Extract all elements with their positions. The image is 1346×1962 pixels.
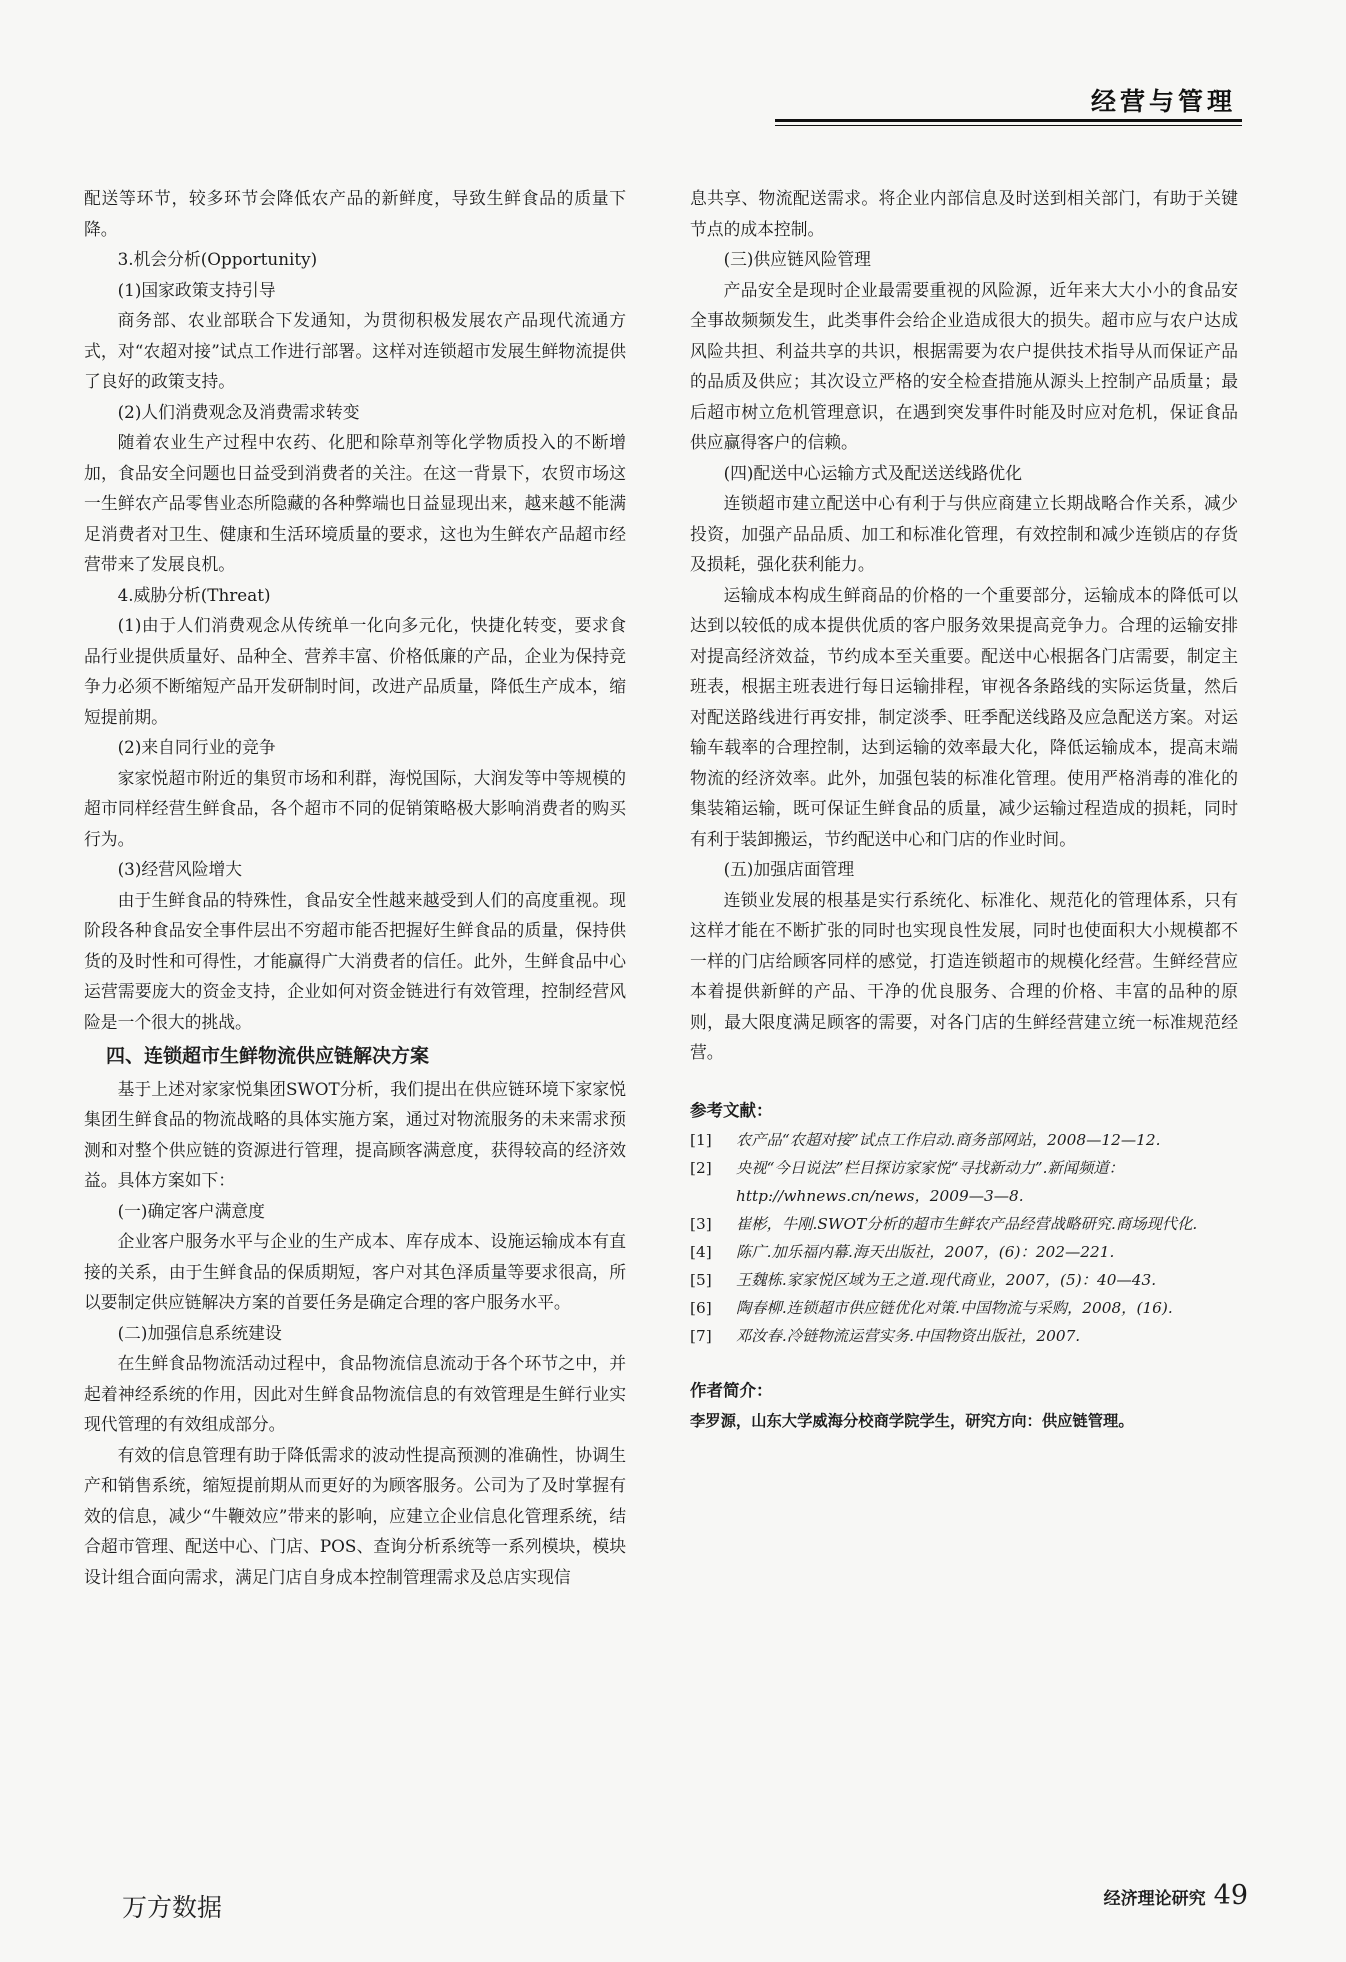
left-column [84, 183, 626, 1592]
reference-item: [5] 王魏栋.家家悦区域为王之道.现代商业，2007，(5)：40—43. [690, 1271, 1157, 1289]
subheading: (三)供应链风险管理 [723, 249, 871, 269]
author-title: 作者简介： [690, 1381, 773, 1400]
subheading: 3.机会分析(Opportunity) [117, 249, 318, 269]
paragraph: 产品安全是现时企业最需要重视的风险源，近年来大大小小的食品安全事故频频发生，此类事件会给企业造成很大的损失。超市应与农户达成风险共担、利益共享的共识，根据需要为农户提供技术指导从而保证产品的品质及供应；其次设立严格的安全检查措施从源头上控制产品质量；最后超市树立危机管理意识，在遇到突发事件时能及时应对危机，保证食品供应赢得客户的信赖。 [690, 279, 1238, 452]
subheading: (1)国家政策支持引导 [117, 279, 276, 300]
paragraph: 基于上述对家家悦集团SWOT分析，我们提出在供应链环境下家家悦集团生鲜食品的物流战略的具体实施方案，通过对物流服务的未来需求预测和对整个供应链的资源进行管理，提高顾客满意度，获得较高的经济效益。具体方案如下： [84, 1078, 626, 1190]
paragraph: 配送等环节，较多环节会降低农产品的新鲜度，导致生鲜食品的质量下降。 [84, 188, 626, 239]
paragraph: 运输成本构成生鲜商品的价格的一个重要部分，运输成本的降低可以达到以较低的成本提供优质的客户服务效果提高竞争力。合理的运输安排对提高经济效益，节约成本至关重要。配送中心根据各门店需要，制定主班表，根据主班表进行每日运输排程，审视各条路线的实际运货量，然后对配送路线进行再安排，制定淡季、旺季配送线路及应急配送方案。对运输车载率的合理控制，达到运输的效率最大化，降低运输成本，提高末端物流的经济效率。此外，加强包装的标准化管理。使用严格消毒的准化的集装箱运输，既可保证生鲜食品的质量，减少运输过程造成的损耗，同时有利于装卸搬运，节约配送中心和门店的作业时间。 [690, 584, 1238, 849]
journal-name: 经济理论研究 [1103, 1889, 1206, 1909]
paragraph: 由于生鲜食品的特殊性，食品安全性越来越受到人们的高度重视。现阶段各种食品安全事件层出不穷超市能否把握好生鲜食品的质量，保持供货的及时性和可得性，才能赢得广大消费者的信任。此外，生鲜食品中心运营需要庞大的资金支持，企业如何对资金链进行有效管理，控制经营风险是一个很大的挑战。 [84, 889, 626, 1032]
page-number: 49 [1213, 1880, 1248, 1911]
subheading: (3)经营风险增大 [117, 859, 243, 879]
paragraph: 有效的信息管理有助于降低需求的波动性提高预测的准确性，协调生产和销售系统，缩短提前期从而更好的为顾客服务。公司为了及时掌握有效的信息，减少“牛鞭效应”带来的影响，应建立企业信息化管理系统，结合超市管理、配送中心、门店、POS、查询分析系统等一系列模块，模块设计组合面向需求，满足门店自身成本控制管理需求及总店实现信 [84, 1444, 626, 1587]
author-bio: 李罗源，山东大学威海分校商学院学生，研究方向：供应链管理。 [690, 1411, 1134, 1430]
page-footer [1104, 1880, 1248, 1911]
section-header [775, 82, 1242, 132]
paragraph: (1)由于人们消费观念从传统单一化向多元化，快捷化转变，要求食品行业提供质量好、品种全、营养丰富、价格低廉的产品，企业为保持竞争力必须不断缩短产品开发研制时间，改进产品质量，降低生产成本，缩短提前期。 [84, 615, 626, 727]
subheading: (二)加强信息系统建设 [117, 1322, 282, 1343]
subheading: (2)来自同行业的竞争 [117, 737, 276, 757]
paragraph: 随着农业生产过程中农药、化肥和除草剂等化学物质投入的不断增加，食品安全问题也日益受到消费者的关注。在这一背景下，农贸市场这一生鲜农产品零售业态所隐藏的各种弊端也日益显现出来，越来越不能满足消费者对卫生、健康和生活环境质量的要求，这也为生鲜农产品超市经营带来了发展良机。 [84, 432, 626, 574]
section-heading: 四、连锁超市生鲜物流供应链解决方案 [106, 1045, 430, 1067]
paragraph: 商务部、农业部联合下发通知，为贯彻积极发展农产品现代流通方式，对“农超对接”试点工作进行部署。这样对连锁超市发展生鲜物流提供了良好的政策支持。 [84, 310, 626, 391]
right-column [690, 183, 1238, 1435]
paragraph: 企业客户服务水平与企业的生产成本、库存成本、设施运输成本有直接的关系，由于生鲜食品的保质期短，客户对其色泽质量等要求很高，所以要制定供应链解决方案的首要任务是确定合理的客户服务水平。 [84, 1231, 626, 1312]
reference-item: [2] 央视“今日说法”栏目探访家家悦“寻找新动力”.新闻频道：http://whnews.cn/news，2009—3—8. [690, 1159, 1124, 1205]
reference-item: [6] 陶春柳.连锁超市供应链优化对策.中国物流与采购，2008，(16). [690, 1299, 1173, 1317]
references-title: 参考文献： [690, 1100, 773, 1120]
subheading: 4.威胁分析(Threat) [117, 584, 271, 605]
paragraph: 家家悦超市附近的集贸市场和利群，海悦国际，大润发等中等规模的超市同样经营生鲜食品，各个超市不同的促销策略极大影响消费者的购买行为。 [84, 767, 626, 849]
paragraph: 连锁业发展的根基是实行系统化、标准化、规范化的管理体系，只有这样才能在不断扩张的同时也实现良性发展，同时也使面积大小规模都不一样的门店给顾客同样的感觉，打造连锁超市的规模化经营。生鲜经营应本着提供新鲜的产品、干净的优良服务、合理的价格、丰富的品种的原则，最大限度满足顾客的需要，对各门店的生鲜经营建立统一标准规范经营。 [690, 889, 1238, 1062]
reference-item: [4] 陈广.加乐福内幕.海天出版社，2007，(6)：202—221. [690, 1243, 1115, 1261]
reference-item: [1] 农产品“农超对接”试点工作启动.商务部网站，2008—12—12. [690, 1131, 1161, 1149]
subheading: (五)加强店面管理 [723, 859, 855, 879]
subheading: (四)配送中心运输方式及配送送线路优化 [723, 462, 1022, 483]
reference-item: [7] 邓汝春.冷链物流运营实务.中国物资出版社，2007. [690, 1327, 1081, 1345]
paragraph: 连锁超市建立配送中心有利于与供应商建立长期战略合作关系，减少投资，加强产品品质、加工和标准化管理，有效控制和减少连锁店的存货及损耗，强化获利能力。 [690, 493, 1238, 574]
header-rule-thin [775, 125, 1242, 126]
section-title: 经营与管理 [1090, 87, 1236, 116]
references-list [690, 1126, 1238, 1350]
paragraph: 在生鲜食品物流活动过程中，食品物流信息流动于各个环节之中，并起着神经系统的作用，因此对生鲜食品物流信息的有效管理是生鲜行业实现代管理的有效组成部分。 [84, 1353, 626, 1434]
watermark: 万方数据 [122, 1893, 223, 1922]
reference-item: [3] 崔彬，牛刚.SWOT分析的超市生鲜农产品经营战略研究.商场现代化. [690, 1215, 1198, 1233]
subheading: (2)人们消费观念及消费需求转变 [117, 401, 360, 422]
header-rule-thick [775, 119, 1242, 122]
subheading: (一)确定客户满意度 [117, 1200, 265, 1221]
paragraph: 息共享、物流配送需求。将企业内部信息及时送到相关部门，有助于关键节点的成本控制。 [690, 188, 1238, 239]
